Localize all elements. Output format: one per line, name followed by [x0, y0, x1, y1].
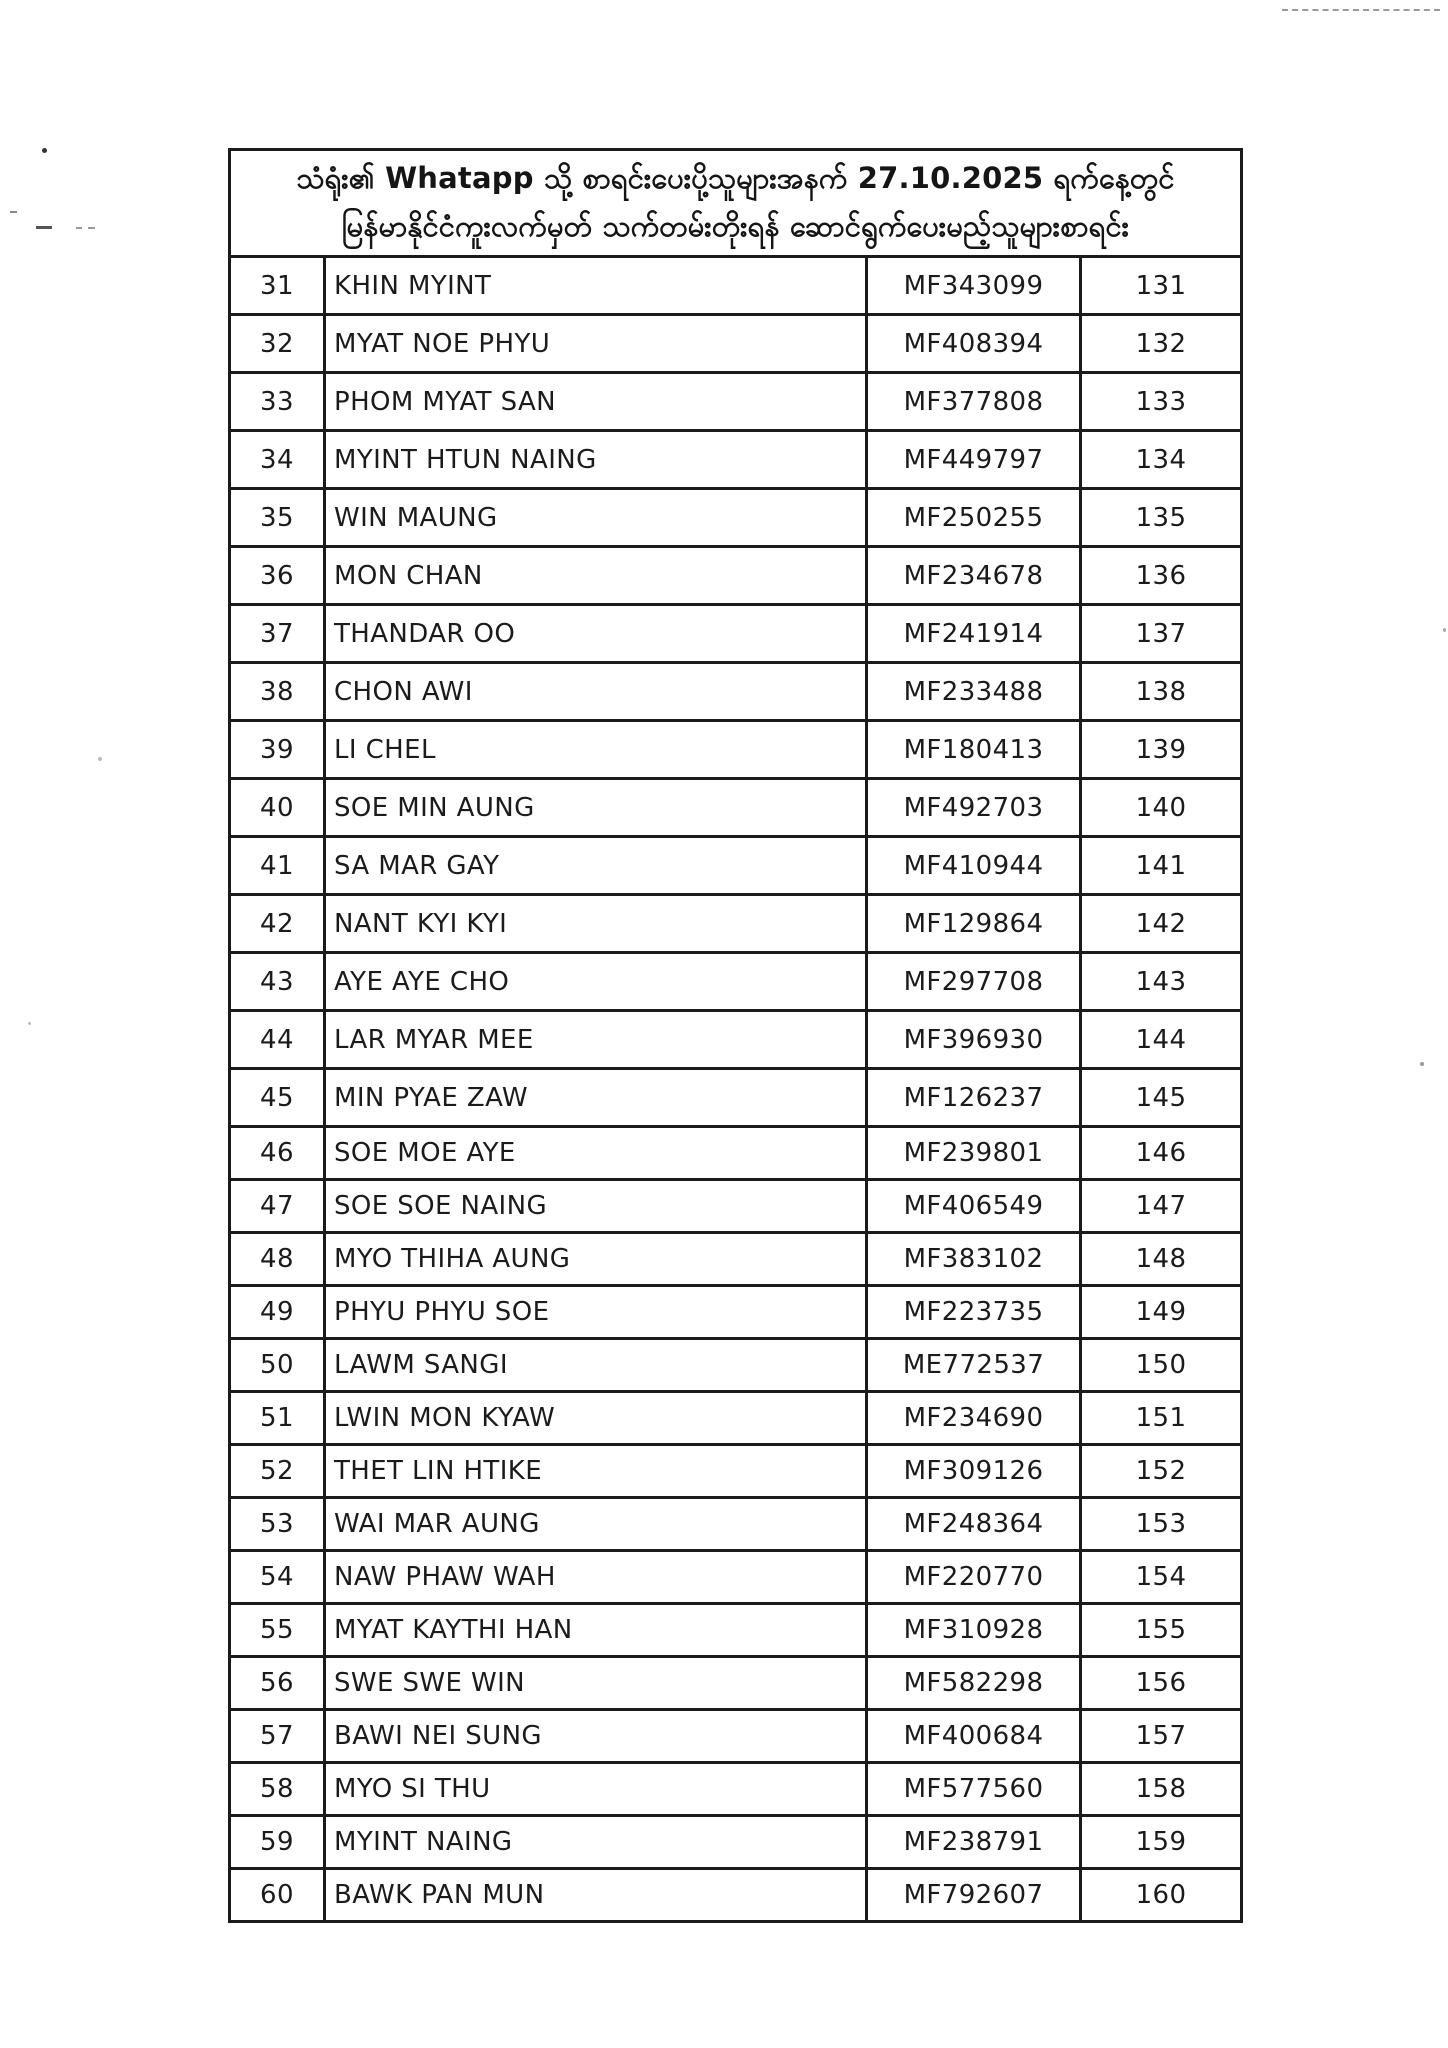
row-number-cell: 47	[260, 1191, 294, 1221]
table-row	[231, 1867, 1240, 1920]
row-number-cell: 43	[260, 966, 294, 997]
scan-speck	[36, 226, 52, 229]
name-cell: PHOM MYAT SAN	[323, 374, 865, 429]
passport-number-cell: ME772537	[865, 1340, 1079, 1390]
table-row	[231, 1655, 1240, 1708]
row-number-cell: 37	[260, 618, 294, 649]
table-row	[231, 429, 1240, 487]
name-cell: CHON AWI	[323, 664, 865, 719]
row-number-cell: 56	[260, 1668, 294, 1698]
passport-number-cell: MF383102	[865, 1234, 1079, 1284]
row-number-cell: 58	[260, 1774, 294, 1804]
row-number-cell: 36	[260, 560, 294, 591]
passport-number-cell: MF309126	[865, 1446, 1079, 1496]
passport-number-cell: MF233488	[865, 664, 1079, 719]
passport-number-cell: MF582298	[865, 1658, 1079, 1708]
table-row	[231, 951, 1240, 1009]
serial-number-cell: 148	[1079, 1234, 1240, 1284]
name-cell: SOE SOE NAING	[323, 1181, 865, 1231]
passport-number-cell: MF343099	[865, 258, 1079, 313]
name-cell: LAWM SANGI	[323, 1340, 865, 1390]
scan-speck	[76, 227, 82, 229]
row-number-cell: 59	[260, 1827, 294, 1857]
serial-number-cell: 153	[1079, 1499, 1240, 1549]
table-row	[231, 1009, 1240, 1067]
serial-number-cell: 156	[1079, 1658, 1240, 1708]
serial-number-cell: 141	[1079, 838, 1240, 893]
name-cell: MYINT NAING	[323, 1817, 865, 1867]
serial-number-cell: 144	[1079, 1012, 1240, 1067]
table-row	[231, 661, 1240, 719]
name-cell: THANDAR OO	[323, 606, 865, 661]
row-number-cell: 34	[260, 444, 294, 475]
serial-number-cell: 155	[1079, 1605, 1240, 1655]
row-number-cell: 40	[260, 792, 294, 823]
name-cell: KHIN MYINT	[323, 258, 865, 313]
serial-number-cell: 134	[1079, 432, 1240, 487]
row-number-cell: 54	[260, 1562, 294, 1592]
row-number-cell: 35	[260, 502, 294, 533]
passport-number-cell: MF180413	[865, 722, 1079, 777]
serial-number-cell: 159	[1079, 1817, 1240, 1867]
table-row	[231, 1602, 1240, 1655]
row-number-cell: 46	[260, 1138, 294, 1168]
row-number-cell: 51	[260, 1403, 294, 1433]
serial-number-cell: 151	[1079, 1393, 1240, 1443]
passport-number-cell: MF396930	[865, 1012, 1079, 1067]
row-number-cell: 49	[260, 1297, 294, 1327]
passport-number-cell: MF220770	[865, 1552, 1079, 1602]
passport-number-cell: MF408394	[865, 316, 1079, 371]
name-cell: SOE MIN AUNG	[323, 780, 865, 835]
scan-speck	[10, 211, 17, 213]
serial-number-cell: 150	[1079, 1340, 1240, 1390]
name-cell: MYO SI THU	[323, 1764, 865, 1814]
passport-number-cell: MF126237	[865, 1070, 1079, 1125]
serial-number-cell: 160	[1079, 1870, 1240, 1920]
serial-number-cell: 157	[1079, 1711, 1240, 1761]
name-cell: MYO THIHA AUNG	[323, 1234, 865, 1284]
passport-number-cell: MF377808	[865, 374, 1079, 429]
row-number-cell: 33	[260, 386, 294, 417]
serial-number-cell: 154	[1079, 1552, 1240, 1602]
name-cell: MON CHAN	[323, 548, 865, 603]
table-title	[231, 151, 1240, 258]
title-line-2: မြန်မာနိုင်ငံကူးလက်မှတ် သက်တမ်းတိုးရန် ဆောင်ရွက်ပေးမည့်သူများစာရင်း	[341, 209, 1130, 243]
serial-number-cell: 140	[1079, 780, 1240, 835]
passport-number-cell: MF792607	[865, 1870, 1079, 1920]
serial-number-cell: 137	[1079, 606, 1240, 661]
serial-number-cell: 139	[1079, 722, 1240, 777]
row-number-cell: 48	[260, 1244, 294, 1274]
serial-number-cell: 152	[1079, 1446, 1240, 1496]
row-number-cell: 42	[260, 908, 294, 939]
name-cell: LWIN MON KYAW	[323, 1393, 865, 1443]
name-cell: AYE AYE CHO	[323, 954, 865, 1009]
row-number-cell: 41	[260, 850, 294, 881]
name-cell: SA MAR GAY	[323, 838, 865, 893]
row-number-cell: 31	[260, 270, 294, 301]
passport-renewal-list-table	[228, 148, 1243, 1923]
name-cell: MYAT NOE PHYU	[323, 316, 865, 371]
serial-number-cell: 143	[1079, 954, 1240, 1009]
row-number-cell: 39	[260, 734, 294, 765]
serial-number-cell: 146	[1079, 1128, 1240, 1178]
table-row	[231, 1178, 1240, 1231]
table-row	[231, 1231, 1240, 1284]
table-row	[231, 371, 1240, 429]
name-cell: THET LIN HTIKE	[323, 1446, 865, 1496]
title-line-1: သံရုံး၏ Whatapp သို့ စာရင်းပေးပို့သူများအနက် 27.10.2025 ရက်နေ့တွင်	[296, 161, 1175, 195]
row-number-cell: 32	[260, 328, 294, 359]
name-cell: BAWI NEI SUNG	[323, 1711, 865, 1761]
scan-speck	[28, 1022, 31, 1025]
name-cell: BAWK PAN MUN	[323, 1870, 865, 1920]
name-cell: WAI MAR AUNG	[323, 1499, 865, 1549]
passport-number-cell: MF250255	[865, 490, 1079, 545]
row-number-cell: 60	[260, 1880, 294, 1910]
passport-number-cell: MF248364	[865, 1499, 1079, 1549]
table-row	[231, 777, 1240, 835]
scan-speck	[1420, 1062, 1424, 1066]
table-row	[231, 1708, 1240, 1761]
serial-number-cell: 149	[1079, 1287, 1240, 1337]
serial-number-cell: 131	[1079, 258, 1240, 313]
passport-number-cell: MF406549	[865, 1181, 1079, 1231]
scan-speck	[88, 227, 95, 229]
table-row	[231, 893, 1240, 951]
passport-number-cell: MF234678	[865, 548, 1079, 603]
scan-speck	[98, 757, 102, 761]
serial-number-cell: 135	[1079, 490, 1240, 545]
name-cell: WIN MAUNG	[323, 490, 865, 545]
serial-number-cell: 138	[1079, 664, 1240, 719]
serial-number-cell: 136	[1079, 548, 1240, 603]
table-row	[231, 1284, 1240, 1337]
serial-number-cell: 145	[1079, 1070, 1240, 1125]
table-row	[231, 719, 1240, 777]
serial-number-cell: 142	[1079, 896, 1240, 951]
passport-number-cell: MF492703	[865, 780, 1079, 835]
name-cell: NAW PHAW WAH	[323, 1552, 865, 1602]
passport-number-cell: MF449797	[865, 432, 1079, 487]
passport-number-cell: MF400684	[865, 1711, 1079, 1761]
table-row	[231, 487, 1240, 545]
table-row	[231, 1549, 1240, 1602]
scan-artifact-dashed-line	[1282, 9, 1440, 11]
serial-number-cell: 158	[1079, 1764, 1240, 1814]
table-row	[231, 1125, 1240, 1178]
passport-number-cell: MF129864	[865, 896, 1079, 951]
row-number-cell: 45	[260, 1082, 294, 1113]
passport-number-cell: MF310928	[865, 1605, 1079, 1655]
row-number-cell: 38	[260, 676, 294, 707]
passport-number-cell: MF238791	[865, 1817, 1079, 1867]
table-row	[231, 603, 1240, 661]
name-cell: LI CHEL	[323, 722, 865, 777]
passport-number-cell: MF223735	[865, 1287, 1079, 1337]
serial-number-cell: 132	[1079, 316, 1240, 371]
table-rows	[231, 258, 1240, 1920]
scan-speck	[42, 148, 47, 153]
name-cell: MYINT HTUN NAING	[323, 432, 865, 487]
table-row	[231, 1443, 1240, 1496]
scan-speck	[1443, 628, 1446, 632]
name-cell: MIN PYAE ZAW	[323, 1070, 865, 1125]
name-cell: SWE SWE WIN	[323, 1658, 865, 1708]
name-cell: NANT KYI KYI	[323, 896, 865, 951]
row-number-cell: 50	[260, 1350, 294, 1380]
row-number-cell: 53	[260, 1509, 294, 1539]
table-row	[231, 258, 1240, 313]
name-cell: SOE MOE AYE	[323, 1128, 865, 1178]
passport-number-cell: MF410944	[865, 838, 1079, 893]
table-row	[231, 1496, 1240, 1549]
table-row	[231, 1390, 1240, 1443]
name-cell: PHYU PHYU SOE	[323, 1287, 865, 1337]
row-number-cell: 52	[260, 1456, 294, 1486]
passport-number-cell: MF241914	[865, 606, 1079, 661]
row-number-cell: 55	[260, 1615, 294, 1645]
name-cell: MYAT KAYTHI HAN	[323, 1605, 865, 1655]
table-row	[231, 1067, 1240, 1125]
table-row	[231, 1337, 1240, 1390]
serial-number-cell: 147	[1079, 1181, 1240, 1231]
table-row	[231, 835, 1240, 893]
table-row	[231, 545, 1240, 603]
table-row	[231, 313, 1240, 371]
passport-number-cell: MF239801	[865, 1128, 1079, 1178]
table-row	[231, 1814, 1240, 1867]
row-number-cell: 57	[260, 1721, 294, 1751]
passport-number-cell: MF577560	[865, 1764, 1079, 1814]
passport-number-cell: MF234690	[865, 1393, 1079, 1443]
name-cell: LAR MYAR MEE	[323, 1012, 865, 1067]
passport-number-cell: MF297708	[865, 954, 1079, 1009]
table-row	[231, 1761, 1240, 1814]
row-number-cell: 44	[260, 1024, 294, 1055]
serial-number-cell: 133	[1079, 374, 1240, 429]
